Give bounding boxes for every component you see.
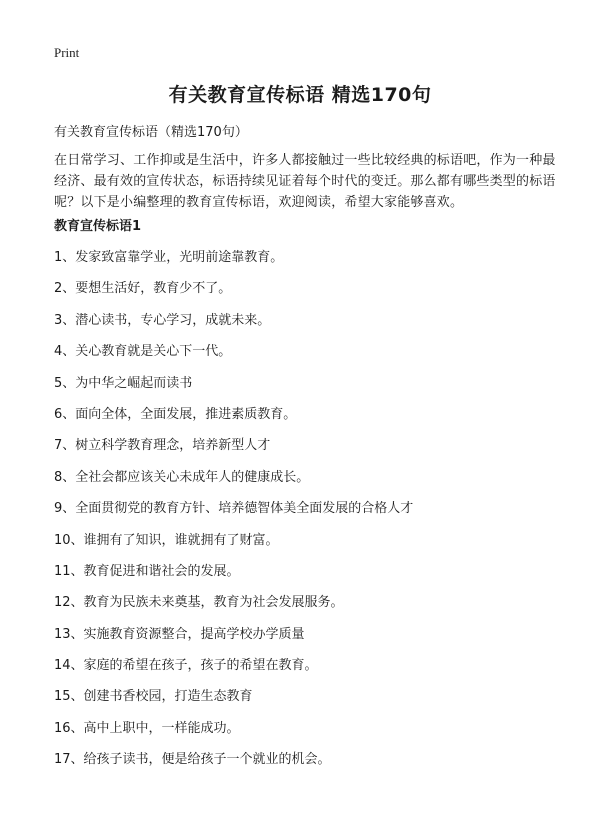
print-link[interactable]: Print: [54, 45, 80, 60]
slogan-item: 1、发家致富靠学业，光明前途靠教育。: [54, 250, 284, 265]
slogan-item: 7、树立科学教育理念，培养新型人才: [54, 438, 271, 454]
slogan-item: 17、给孩子读书，便是给孩子一个就业的机会。: [54, 752, 331, 768]
slogan-item: 6、面向全体，全面发展，推进素质教育。: [54, 406, 297, 422]
slogan-item: 15、创建书香校园，打造生态教育: [54, 689, 253, 705]
document-subtitle: 有关教育宣传标语（精选170句）: [54, 125, 248, 140]
slogan-item: 13、实施教育资源整合，提高学校办学质量: [54, 626, 305, 642]
slogan-item: 16、高中上职中，一样能成功。: [54, 720, 240, 736]
slogan-item: 5、为中华之崛起而读书: [54, 375, 193, 391]
page-title: 有关教育宣传标语 精选170句: [168, 84, 432, 106]
slogan-item: 10、谁拥有了知识，谁就拥有了财富。: [54, 532, 279, 548]
slogan-item: 8、全社会都应该关心未成年人的健康成长。: [54, 469, 310, 485]
intro-paragraph: 在日常学习、工作抑或是生活中，许多人都接触过一些比较经典的标语吧，作为一种最经济、最有效的宣传状态，标语持续见证着每个时代的变迁。那么都有哪些类型的标语呢？以下是小编整理的教育宣传标语，欢迎阅读，希望大家能够喜欢。: [54, 153, 556, 210]
slogan-item: 12、教育为民族未来奠基，教育为社会发展服务。: [54, 595, 344, 611]
slogan-item: 14、家庭的希望在孩子，孩子的希望在教育。: [54, 658, 318, 674]
slogan-item: 9、全面贯彻党的教育方针、培养德智体美全面发展的合格人才: [54, 501, 414, 517]
slogan-item: 11、教育促进和谐社会的发展。: [54, 563, 240, 579]
slogan-list: [54, 248, 564, 782]
slogan-item: 2、要想生活好，教育少不了。: [54, 281, 232, 297]
slogan-item: 4、关心教育就是关心下一代。: [54, 344, 232, 360]
slogan-item: 3、潜心读书，专心学习，成就未来。: [54, 312, 271, 328]
section-heading: 教育宣传标语1: [54, 219, 142, 234]
